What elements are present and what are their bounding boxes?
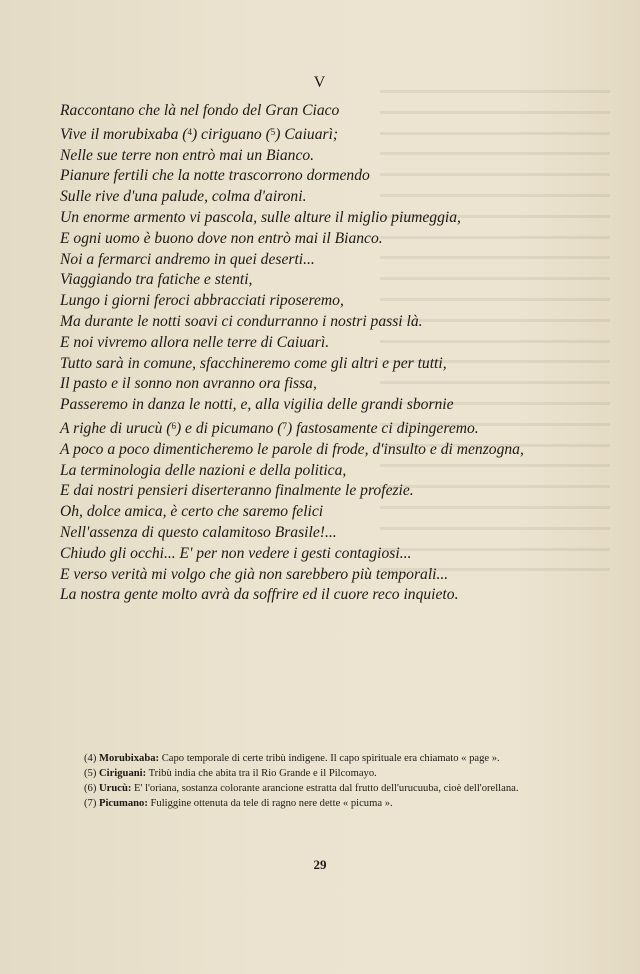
footnote: (5) Ciriguani: Tribù india che abita tra il Rio Grande e il Pilcomayo. [84,768,377,779]
poem-line: Nell'assenza di questo calamitoso Brasile!... [60,523,337,541]
poem-line: E ogni uomo è buono dove non entrò mai il Bianco. [60,229,383,247]
poem-line: La terminologia delle nazioni e della politica, [60,461,347,479]
poem-line: Tutto sarà in comune, sfacchineremo come gli altri e per tutti, [60,354,447,372]
footnotes [62,751,548,811]
poem-line: Viaggiando tra fatiche e stenti, [60,271,253,289]
poem-line: Chiudo gli occhi... E' per non vedere i gesti contagiosi... [60,544,412,562]
poem-line: A poco a poco dimenticheremo le parole di frode, d'insulto e di menzogna, [60,440,524,458]
poem-line: La nostra gente molto avrà da soffrire ed il cuore reco inquieto. [60,586,459,604]
footnote-ref: 7 [282,420,287,431]
poem-line: Vive il morubixaba ($^4$) ciriguano ($^5$) Caiuarì; [60,125,339,143]
poem-line: Sulle rive d'una palude, colma d'aironi. [60,188,307,206]
poem-line: E noi vivremo allora nelle terre di Caiuarì. [60,333,330,351]
poem-line: A righe di urucù ($^6$) e di picumano ($^7$) fastosamente ci dipingeremo. [60,419,479,437]
poem-line: E dai nostri pensieri diserteranno finalmente le profezie. [60,482,414,500]
poem-line: Ma durante le notti soavi ci condurranno i nostri passi là. [60,312,423,330]
page-number: 29 [313,857,327,872]
footnote-ref: 4 [187,126,192,137]
poem-line: Passeremo in danza le notti, e, alla vigilia delle grandi sbornie [60,396,454,414]
poem-line: Lungo i giorni feroci abbracciati riposeremo, [60,292,344,310]
poem-line: Il pasto e il sonno non avranno ora fissa, [60,375,317,393]
poem-line: E verso verità mi volgo che già non sarebbero più temporali... [60,565,449,583]
footnote: (7) Picumano: Fuliggine ottenuta da tele di ragno nere dette « picuma ». [84,798,393,809]
footnote-ref: 6 [171,420,176,431]
poem-body [60,101,620,606]
footnote: (4) Morubixaba: Capo temporale di certe tribù indigene. Il capo spirituale era chiamato « page ». [84,753,500,764]
poem-line: Oh, dolce amica, è certo che saremo felici [60,503,324,521]
poem-line: Un enorme armento vi pascola, sulle alture il miglio piumeggia, [60,208,461,226]
section-heading: V [313,74,327,91]
poem-line: Nelle sue terre non entrò mai un Bianco. [60,146,315,164]
footnote: (6) Urucù: E' l'oriana, sostanza colorante arancione estratta dal frutto dell'urucuuba, cioè dell'orellana. [84,783,519,794]
poem-line: Noi a fermarci andremo in quei deserti... [60,250,315,268]
poem-line: Raccontano che là nel fondo del Gran Ciaco [60,102,340,119]
poem-line: Pianure fertili che la notte trascorrono dormendo [60,167,370,185]
footnote-ref: 5 [270,126,276,137]
